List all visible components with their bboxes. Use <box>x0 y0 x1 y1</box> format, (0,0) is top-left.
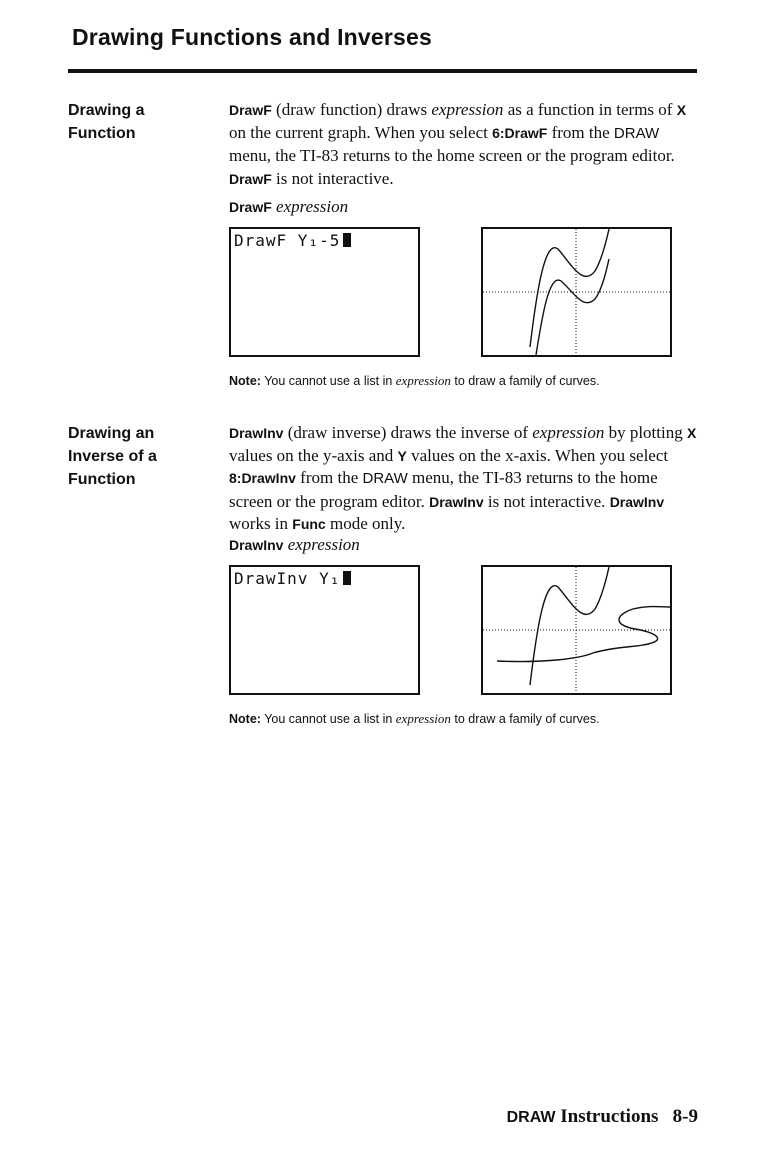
text-run: menu, the TI-83 returns to the home screen or the program editor. <box>229 468 658 511</box>
drawf-syntax <box>229 197 348 217</box>
variable-name: Y <box>397 447 407 464</box>
text-run: is not interactive. <box>271 168 394 188</box>
variable-name: X <box>686 425 697 441</box>
text-run: values on the y-axis and <box>229 445 398 465</box>
section-heading-line: Drawing a <box>68 102 145 119</box>
argument-name: expression <box>431 100 504 119</box>
screen-entry <box>234 570 351 588</box>
screen-entry <box>234 232 351 250</box>
note-argument: expression <box>395 711 451 726</box>
syntax-command: DrawF <box>229 199 272 215</box>
calculator-graph-screen <box>481 565 672 695</box>
curve-y1 <box>530 229 609 347</box>
command-name: DrawInv <box>429 493 484 510</box>
text-run: works in <box>229 514 293 533</box>
text-run: values on the x-axis. When you select <box>406 445 669 465</box>
note-text: to draw a family of curves. <box>450 374 600 388</box>
text-run: from the <box>547 122 614 142</box>
drawf-note <box>229 373 600 389</box>
page-title: Drawing Functions and Inverses <box>72 24 433 50</box>
syntax-command: DrawInv <box>229 537 284 553</box>
syntax-argument: expression <box>276 197 349 216</box>
note-text: You cannot use a list in <box>260 712 396 726</box>
menu-item-name: 8:DrawInv <box>229 470 296 486</box>
text-run: as a function in terms of <box>503 100 677 119</box>
drawinv-note <box>229 711 600 727</box>
text-run: (draw inverse) draws the inverse of <box>283 423 533 442</box>
screen-entry-text: DrawInv Y₁ <box>234 569 341 588</box>
section-heading-line: Function <box>68 125 136 142</box>
calculator-home-screen <box>229 565 420 695</box>
text-run: by plotting <box>604 423 687 442</box>
section-heading-line: Function <box>68 471 136 488</box>
menu-name: DRAW <box>362 470 408 487</box>
mode-name: Func <box>292 516 326 532</box>
cursor-block <box>343 571 351 585</box>
variable-name: X <box>676 102 687 118</box>
curve-drawf <box>536 259 609 355</box>
note-label: Note: <box>229 712 261 726</box>
section-heading-line: Drawing an <box>68 425 155 442</box>
text-run: on the current graph. When you select <box>229 122 493 142</box>
screen-entry-text: DrawF Y₁-5 <box>234 231 341 250</box>
command-name: DrawInv <box>229 425 284 441</box>
title-rule <box>68 69 697 73</box>
section-heading-drawing-an-inverse <box>68 422 208 491</box>
argument-name: expression <box>532 423 605 442</box>
drawinv-syntax <box>229 535 360 555</box>
text-run: is not interactive. <box>483 491 610 511</box>
text-run: (draw function) draws <box>271 100 432 119</box>
command-name: DrawInv <box>609 493 665 510</box>
text-run: mode only. <box>325 514 406 533</box>
curve-y1 <box>530 567 609 685</box>
cursor-block <box>343 233 351 247</box>
note-argument: expression <box>395 373 451 388</box>
text-run: from the <box>295 468 363 487</box>
graph-drawf <box>483 229 670 355</box>
note-label: Note: <box>229 374 261 388</box>
drawinv-description <box>229 422 701 536</box>
note-text: to draw a family of curves. <box>450 712 600 726</box>
section-heading-drawing-a-function <box>68 99 208 145</box>
menu-item-name: 6:DrawF <box>492 124 548 141</box>
page-number: 8-9 <box>672 1106 698 1127</box>
calculator-home-screen <box>229 227 420 357</box>
drawf-description <box>229 99 701 190</box>
page-footer <box>507 1106 698 1128</box>
command-name: DrawF <box>229 102 272 118</box>
menu-name: DRAW <box>613 124 660 142</box>
footer-section-name: DRAW <box>506 1109 556 1126</box>
text-run: menu, the TI-83 returns to the home screen or the program editor. <box>229 146 675 165</box>
note-text: You cannot use a list in <box>260 374 396 388</box>
section-heading-line: Inverse of a <box>68 448 157 465</box>
calculator-graph-screen <box>481 227 672 357</box>
syntax-argument: expression <box>287 535 360 554</box>
command-name: DrawF <box>229 170 272 187</box>
footer-section-rest: Instructions <box>555 1106 659 1127</box>
curve-inverse <box>497 607 670 662</box>
graph-drawinv <box>483 567 670 693</box>
